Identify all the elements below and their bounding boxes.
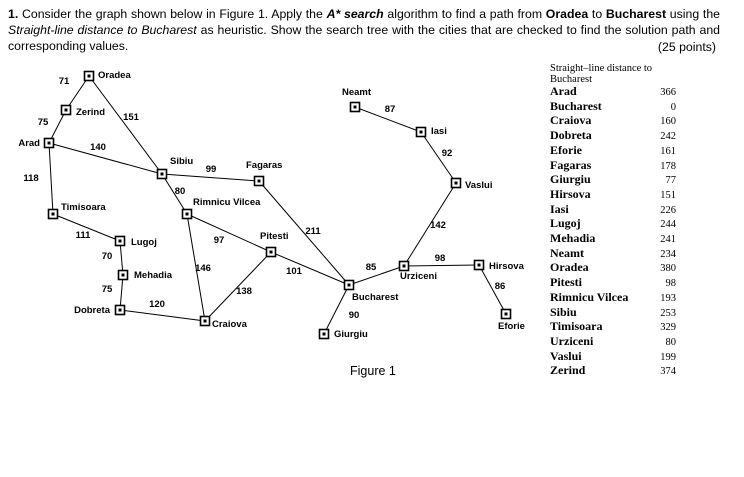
- question-number: 1.: [8, 7, 19, 21]
- sld-row-arad: [550, 85, 676, 100]
- sld-city-value: 241: [660, 234, 676, 246]
- sld-city-value: 226: [660, 204, 676, 216]
- heuristic-name: Straight-line distance to Bucharest: [8, 23, 197, 37]
- sld-city-name: Eforie: [550, 142, 582, 157]
- straight-line-distance-table: [550, 63, 676, 379]
- sld-city-name: Timisoara: [550, 319, 603, 334]
- distance-fagaras-bucharest: 211: [305, 226, 321, 237]
- question-text-2: algorithm to find a path from: [383, 7, 546, 21]
- sld-city-name: Sibiu: [550, 304, 577, 319]
- road-rimnicu-vilcea-pitesti: [187, 214, 271, 252]
- figure-caption: Figure 1: [350, 364, 396, 378]
- sld-city-value: 329: [660, 322, 676, 334]
- sld-city-value: 199: [660, 351, 676, 363]
- city-node-center-sibiu: [161, 173, 164, 176]
- sld-row-urziceni: [550, 335, 676, 350]
- distance-oradea-zerind: 71: [58, 76, 70, 87]
- distance-vaslui-iasi: 92: [441, 148, 453, 159]
- sld-row-eforie: [550, 144, 676, 159]
- sld-city-value: 151: [660, 189, 676, 201]
- sld-city-name: Vaslui: [550, 348, 582, 363]
- city-label-eforie: Eforie: [498, 321, 525, 332]
- sld-city-value: 80: [665, 336, 676, 348]
- sld-table-title: Straight–line distance to Bucharest: [550, 63, 653, 85]
- sld-city-value: 242: [660, 131, 676, 143]
- sld-row-sibiu: [550, 306, 676, 321]
- sld-row-pitesti: [550, 276, 676, 291]
- roads-layer: [49, 76, 506, 334]
- sld-city-value: 253: [660, 307, 676, 319]
- city-label-craiova: Craiova: [212, 319, 247, 330]
- sld-city-value: 374: [660, 366, 676, 378]
- city-label-arad: Arad: [18, 138, 40, 149]
- question-text-5: as heuristic. Show the search tree with the cities that are checked to find the solution path and corresponding values.: [8, 23, 720, 53]
- question-text-1: Consider the graph shown below in Figure 1. Apply the: [18, 7, 327, 21]
- distance-urziceni-vaslui: 142: [430, 220, 446, 231]
- city-label-mehadia: Mehadia: [134, 270, 173, 281]
- sld-city-value: 77: [665, 175, 676, 187]
- city-label-bucharest: Bucharest: [352, 292, 399, 303]
- city-node-center-craiova: [204, 320, 207, 323]
- distance-sibiu-fagaras: 99: [205, 164, 217, 175]
- road-oradea-sibiu: [89, 76, 162, 174]
- city-label-hirsova: Hirsova: [489, 261, 524, 272]
- city-label-vaslui: Vaslui: [465, 180, 493, 191]
- road-bucharest-urziceni: [349, 266, 404, 285]
- sld-row-mehadia: [550, 232, 676, 247]
- sld-city-value: 178: [660, 160, 676, 172]
- city-node-center-zerind: [65, 109, 68, 112]
- sld-city-name: Dobreta: [550, 128, 592, 143]
- sld-row-giurgiu: [550, 173, 676, 188]
- distance-hirsova-eforie: 86: [494, 281, 506, 292]
- city-node-center-timisoara: [52, 213, 55, 216]
- sld-city-value: 0: [670, 101, 676, 113]
- sld-city-name: Rimnicu Vilcea: [550, 289, 629, 304]
- city-node-center-rimnicu-vilcea: [186, 213, 189, 216]
- start-city: Oradea: [545, 7, 589, 21]
- goal-city: Bucharest: [605, 7, 667, 21]
- city-node-center-eforie: [505, 313, 508, 316]
- question-text-4: using the: [666, 7, 720, 21]
- sld-row-zerind: [550, 364, 676, 379]
- road-dobreta-craiova: [120, 310, 205, 321]
- city-label-dobreta: Dobreta: [74, 305, 110, 316]
- city-label-timisoara: Timisoara: [61, 202, 106, 213]
- sld-row-timisoara: [550, 320, 676, 335]
- city-label-iasi: Iasi: [431, 126, 447, 137]
- city-node-center-urziceni: [403, 265, 406, 268]
- city-node-center-mehadia: [122, 274, 125, 277]
- sld-row-neamt: [550, 247, 676, 262]
- sld-row-fagaras: [550, 159, 676, 174]
- city-node-center-arad: [48, 142, 51, 145]
- distance-bucharest-giurgiu: 90: [348, 310, 360, 321]
- city-label-urziceni: Urziceni: [400, 271, 437, 282]
- city-label-sibiu: Sibiu: [170, 156, 194, 167]
- sld-row-lugoj: [550, 217, 676, 232]
- distance-dobreta-craiova: 120: [149, 299, 165, 310]
- sld-row-bucharest: [550, 100, 676, 115]
- city-node-center-hirsova: [478, 264, 481, 267]
- sld-city-name: Hirsova: [550, 186, 591, 201]
- distance-pitesti-bucharest: 101: [286, 266, 302, 277]
- sld-city-name: Bucharest: [550, 98, 602, 113]
- sld-city-value: 244: [660, 219, 676, 231]
- sld-city-name: Neamt: [550, 245, 584, 260]
- distance-arad-timisoara: 118: [23, 173, 39, 184]
- city-node-center-vaslui: [455, 182, 458, 185]
- city-label-neamt: Neamt: [342, 87, 372, 98]
- sld-city-value: 234: [660, 248, 676, 260]
- sld-city-value: 161: [660, 145, 676, 157]
- sld-row-craiova: [550, 114, 676, 129]
- sld-city-name: Craiova: [550, 113, 592, 128]
- distance-rimnicu-vilcea-craiova: 146: [195, 263, 211, 274]
- distance-urziceni-hirsova: 98: [434, 253, 446, 264]
- distance-craiova-pitesti: 138: [236, 286, 252, 297]
- city-node-center-oradea: [88, 75, 91, 78]
- cities-layer: [18, 70, 525, 340]
- city-node-center-giurgiu: [323, 333, 326, 336]
- sld-city-name: Oradea: [550, 260, 589, 275]
- city-node-center-iasi: [420, 131, 423, 134]
- algorithm-name: A* search: [326, 7, 384, 21]
- sld-city-value: 160: [660, 116, 676, 128]
- city-label-giurgiu: Giurgiu: [334, 329, 368, 340]
- sld-city-name: Arad: [550, 84, 577, 98]
- distance-bucharest-urziceni: 85: [365, 262, 377, 273]
- city-label-oradea: Oradea: [98, 70, 131, 81]
- question-text-3: to: [588, 7, 606, 21]
- city-label-rimnicu-vilcea: Rimnicu Vilcea: [193, 197, 261, 208]
- distance-oradea-sibiu: 151: [123, 112, 139, 123]
- sld-city-name: Urziceni: [550, 333, 594, 348]
- road-urziceni-hirsova: [404, 265, 479, 266]
- distance-rimnicu-vilcea-pitesti: 97: [213, 235, 225, 246]
- distance-iasi-neamt: 87: [384, 104, 396, 115]
- sld-city-name: Fagaras: [550, 157, 592, 172]
- road-arad-timisoara: [49, 143, 53, 214]
- distance-sibiu-rimnicu-vilcea: 80: [174, 186, 186, 197]
- road-sibiu-fagaras: [162, 174, 259, 181]
- sld-row-iasi: [550, 203, 676, 218]
- city-node-center-neamt: [354, 106, 357, 109]
- sld-city-value: 366: [660, 87, 676, 98]
- sld-city-value: 193: [660, 292, 676, 304]
- sld-city-value: 98: [665, 278, 676, 290]
- sld-city-name: Zerind: [550, 363, 586, 378]
- sld-row-hirsova: [550, 188, 676, 203]
- sld-row-oradea: [550, 261, 676, 276]
- sld-city-name: Mehadia: [550, 231, 596, 246]
- distance-arad-sibiu: 140: [90, 142, 106, 153]
- sld-city-name: Iasi: [550, 201, 569, 216]
- sld-city-value: 380: [660, 263, 676, 275]
- sld-city-name: Pitesti: [550, 275, 582, 290]
- distance-mehadia-dobreta: 75: [101, 284, 113, 295]
- sld-city-name: Giurgiu: [550, 172, 591, 187]
- distance-zerind-arad: 75: [37, 117, 49, 128]
- sld-city-name: Lugoj: [550, 216, 581, 231]
- city-node-center-dobreta: [119, 309, 122, 312]
- sld-row-dobreta: [550, 129, 676, 144]
- city-label-fagaras: Fagaras: [246, 160, 283, 171]
- city-label-pitesti: Pitesti: [260, 231, 289, 242]
- road-bucharest-giurgiu: [324, 285, 349, 334]
- city-node-center-bucharest: [348, 284, 351, 287]
- city-node-center-lugoj: [119, 240, 122, 243]
- road-pitesti-bucharest: [271, 252, 349, 285]
- distance-timisoara-lugoj: 111: [75, 230, 91, 241]
- city-label-zerind: Zerind: [76, 107, 106, 118]
- points-label: (25 points): [657, 40, 716, 54]
- city-node-center-fagaras: [258, 180, 261, 183]
- sld-row-rimnicu-vilcea: [550, 291, 676, 306]
- city-label-lugoj: Lugoj: [131, 237, 157, 248]
- sld-row-vaslui: [550, 350, 676, 365]
- city-node-center-pitesti: [270, 251, 273, 254]
- distance-lugoj-mehadia: 70: [101, 251, 113, 262]
